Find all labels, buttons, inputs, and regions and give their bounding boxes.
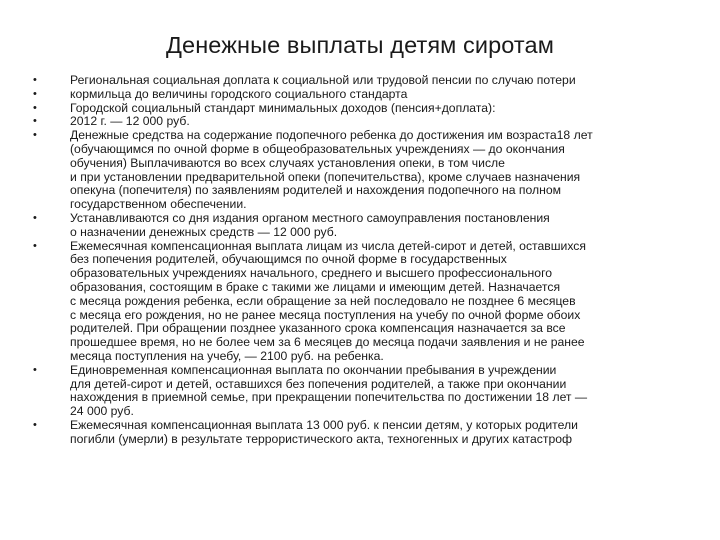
bullet-item <box>30 212 680 240</box>
bullet-text: Региональная социальная доплата к социальной или трудовой пенсии по случаю потери <box>70 73 576 87</box>
bullet-item <box>30 419 680 447</box>
bullet-icon: • <box>33 363 37 376</box>
bullet-item <box>30 74 680 88</box>
bullet-item <box>30 88 680 102</box>
bullet-list <box>30 74 680 447</box>
bullet-text: Городской социальный стандарт минимальных доходов (пенсия+доплата): <box>70 100 496 115</box>
bullet-text: Устанавливаются со дня издания органом местного самоуправления постановления о назначении денежных средств — 12 000 руб. <box>70 210 550 239</box>
bullet-item <box>30 102 680 116</box>
bullet-icon: • <box>33 115 37 128</box>
bullet-text: Единовременная компенсационная выплата по окончании пребывания в учреждении для детей-сирот и детей, оставшихся без попечения родителей, а также при окончании нахождения в приемной семье, при прекращении попечительства по достижении 18 лет — 24 000 руб. <box>70 362 588 419</box>
bullet-item <box>30 240 680 364</box>
bullet-text: Ежемесячная компенсационная выплата 13 000 руб. к пенсии детям, у которых родители погибли (умерли) в результате террористического акта, техногенных и других катастроф <box>70 417 578 446</box>
bullet-icon: • <box>33 129 37 142</box>
bullet-item <box>30 115 680 129</box>
bullet-icon: • <box>33 74 37 86</box>
bullet-item <box>30 364 680 419</box>
bullet-text: кормильца до величины городского социального стандарта <box>70 86 408 101</box>
bullet-text: Денежные средства на содержание подопечного ребенка до достижения им возраста18 лет (обучающимся по очной форме в общеобразовательных учреждениях — до окончания обучения) Выплачиваются во всех случаях установления опеки, в том числе и при установлении предварительной опеки (попечительства), кроме случаев назначения опекуна (попечителя) по заявлениям родителей и нахождения подопечного на полном государственном обеспечении. <box>70 128 593 212</box>
bullet-icon: • <box>33 239 37 252</box>
bullet-text: Ежемесячная компенсационная выплата лицам из числа детей-сирот и детей, оставшихся без попечения родителей, обучающимся по очной форме в государственных образовательных учреждениях начального, среднего и высшего профессионального образования, состоящим в браке с такими же лицами и имеющим детей. Назначается с месяца рождения ребенка, если обращение за ней последовало не позднее 6 месяцев с месяца его рождения, но не ранее месяца поступления на учебу по очной форме обоих родителей. При обращении позднее указанного срока компенсация назначается за все прошедшее время, но не более чем за 6 месяцев до месяца подачи заявления и не ранее месяца поступления на учебу, — 2100 руб. на ребенка. <box>70 238 586 363</box>
bullet-icon: • <box>33 87 37 100</box>
bullet-item <box>30 129 680 212</box>
bullet-icon: • <box>33 211 37 224</box>
bullet-icon: • <box>33 101 37 114</box>
bullet-text: 2012 г. — 12 000 руб. <box>70 114 190 129</box>
slide-title: Денежные выплаты детям сиротам <box>166 32 554 58</box>
bullet-icon: • <box>33 418 37 431</box>
